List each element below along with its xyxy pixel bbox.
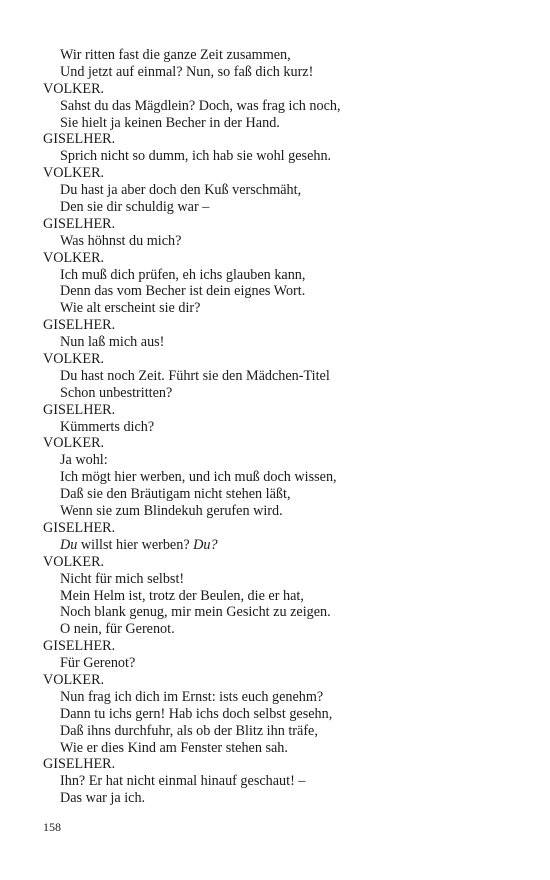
verse-line: Nun laß mich aus! xyxy=(60,334,165,351)
verse-line: Wenn sie zum Blindekuh gerufen wird. xyxy=(60,503,283,520)
speaker-name: GISELHER. xyxy=(43,638,116,655)
verse-line: Noch blank genug, mir mein Gesicht zu zeigen. xyxy=(60,604,331,621)
verse-line: Ich muß dich prüfen, eh ichs glauben kann, xyxy=(60,266,306,283)
speaker-name: VOLKER. xyxy=(43,671,105,688)
speaker-name: GISELHER. xyxy=(43,215,116,232)
verse-line: O nein, für Gerenot. xyxy=(60,621,175,638)
speaker-name: GISELHER. xyxy=(43,756,116,773)
speaker-name: VOLKER. xyxy=(43,80,105,97)
verse-line: Du hast noch Zeit. Führt sie den Mädchen-Titel xyxy=(60,367,330,384)
verse-line: Kümmerts dich? xyxy=(60,418,155,435)
speaker-name: VOLKER. xyxy=(43,351,105,368)
verse-line xyxy=(43,537,523,554)
verse-line: Nun frag ich dich im Ernst: ists euch genehm? xyxy=(60,688,324,705)
verse-line: Was höhnst du mich? xyxy=(60,232,182,249)
verse-line: Wie er dies Kind am Fenster stehen sah. xyxy=(60,739,288,756)
verse-line: Sie hielt ja keinen Becher in der Hand. xyxy=(60,114,280,131)
verse-line: Denn das vom Becher ist dein eignes Wort. xyxy=(60,283,306,300)
verse-line: Nicht für mich selbst! xyxy=(60,570,185,587)
verse-line: Daß ihns durchfuhr, als ob der Blitz ihn träfe, xyxy=(60,722,318,739)
speaker-name: GISELHER. xyxy=(43,401,116,418)
verse-line: Schon unbestritten? xyxy=(60,384,173,401)
verse-line: Ich mögt hier werben, und ich muß doch wissen, xyxy=(60,469,337,486)
speaker-name: VOLKER. xyxy=(43,165,105,182)
speaker-name: GISELHER. xyxy=(43,317,116,334)
verse-line: Dann tu ichs gern! Hab ichs doch selbst gesehn, xyxy=(60,705,333,722)
verse-line: Daß sie den Bräutigam nicht stehen läßt, xyxy=(60,486,291,503)
verse-line: Mein Helm ist, trotz der Beulen, die er hat, xyxy=(60,587,304,604)
speaker-name: GISELHER. xyxy=(43,131,116,148)
verse-line: Sprich nicht so dumm, ich hab sie wohl gesehn. xyxy=(60,148,332,165)
verse-line: Wie alt erscheint sie dir? xyxy=(60,300,201,317)
emphasized-text: Du? xyxy=(193,536,218,553)
page-number: 158 xyxy=(43,820,61,834)
speaker-name: GISELHER. xyxy=(43,519,116,536)
verse-line: Das war ja ich. xyxy=(60,790,146,807)
verse-line: Ihn? Er hat nicht einmal hinauf geschaut! – xyxy=(60,773,306,790)
verse-line: Wir ritten fast die ganze Zeit zusammen, xyxy=(60,47,291,63)
verse-text: willst hier werben? xyxy=(77,536,194,553)
speaker-name: VOLKER. xyxy=(43,553,105,570)
verse-line: Sahst du das Mägdlein? Doch, was frag ich noch, xyxy=(60,97,341,114)
speaker-name: VOLKER. xyxy=(43,249,105,266)
verse-line: Du hast ja aber doch den Kuß verschmäht, xyxy=(60,182,302,199)
verse-line: Für Gerenot? xyxy=(60,655,136,672)
speaker-name: VOLKER. xyxy=(43,435,105,452)
verse-line: Und jetzt auf einmal? Nun, so faß dich kurz! xyxy=(60,63,314,80)
emphasized-text: Du xyxy=(60,536,78,553)
verse-line: Den sie dir schuldig war – xyxy=(60,199,210,216)
verse-line: Ja wohl: xyxy=(60,452,108,469)
dialogue-text xyxy=(43,47,523,807)
